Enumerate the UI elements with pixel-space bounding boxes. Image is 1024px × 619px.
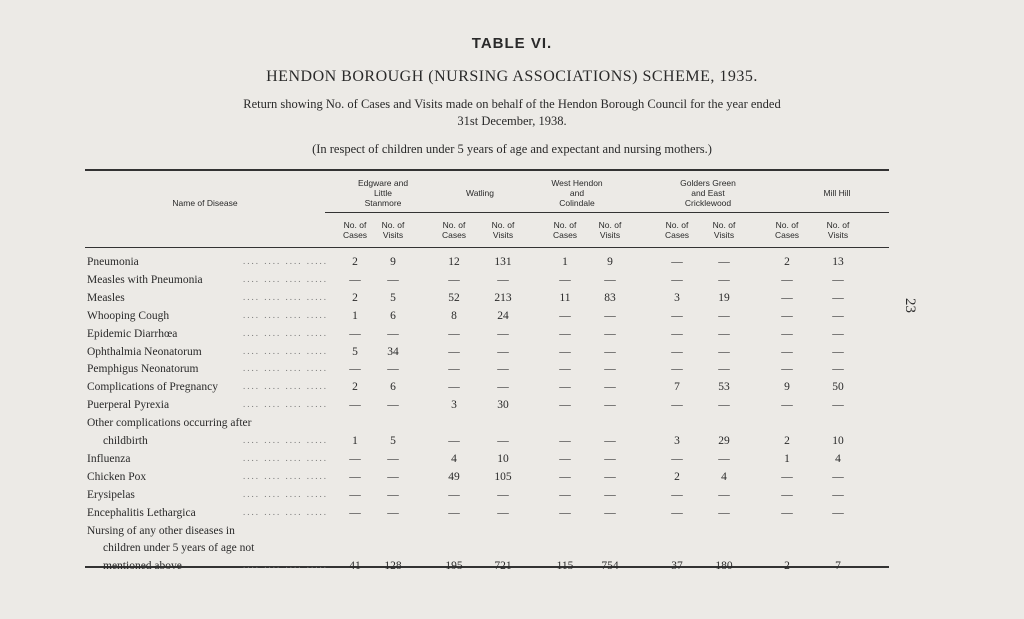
cases-cell: — bbox=[349, 363, 361, 376]
visits-cell: — bbox=[604, 381, 616, 394]
disease-name: Encephalitis Lethargica bbox=[87, 506, 196, 519]
visits-cell: — bbox=[604, 309, 616, 322]
cases-cell: 41 bbox=[349, 560, 361, 573]
visits-cell: 10 bbox=[497, 452, 509, 465]
table-row bbox=[85, 310, 889, 327]
visits-cell: 131 bbox=[494, 256, 512, 268]
table-row bbox=[85, 346, 889, 363]
visits-cell: — bbox=[604, 363, 616, 376]
visits-cell: 105 bbox=[494, 470, 512, 483]
cases-cell: — bbox=[671, 273, 683, 286]
visits-cell: — bbox=[387, 363, 399, 376]
cases-cell: — bbox=[559, 435, 571, 447]
table-row bbox=[85, 489, 889, 506]
visits-cell: — bbox=[604, 273, 616, 286]
sub-header-cases: No. of Cases bbox=[552, 220, 578, 240]
disease-name: Puerperal Pyrexia bbox=[87, 399, 170, 412]
table-label: TABLE VI. bbox=[471, 35, 553, 52]
cases-cell: — bbox=[448, 363, 460, 376]
visits-cell: 6 bbox=[390, 381, 396, 394]
visits-cell: 24 bbox=[497, 309, 509, 322]
cases-cell: — bbox=[781, 291, 793, 304]
cases-cell: 3 bbox=[451, 399, 457, 412]
visits-cell: — bbox=[387, 273, 399, 286]
visits-cell: — bbox=[718, 506, 730, 519]
sub-header-cases: No. of Cases bbox=[342, 220, 368, 240]
disease-name: Whooping Cough bbox=[87, 309, 170, 322]
visits-cell: 34 bbox=[387, 345, 399, 358]
leader-dots: .... .... .... ..... bbox=[243, 363, 328, 374]
disease-name: Epidemic Diarrhœa bbox=[87, 327, 178, 340]
disease-name: Other complications occurring after bbox=[87, 417, 252, 430]
header-bottom-rule bbox=[85, 247, 889, 248]
table-top-rule bbox=[85, 169, 889, 171]
page-number: 23 bbox=[902, 298, 918, 313]
visits-cell: — bbox=[718, 488, 730, 501]
cases-cell: 2 bbox=[352, 291, 358, 304]
visits-cell: 6 bbox=[390, 309, 396, 322]
cases-cell: 8 bbox=[451, 309, 457, 322]
sub-header-visits: No. of Visits bbox=[598, 220, 622, 240]
cases-cell: 3 bbox=[674, 291, 680, 304]
cases-cell: — bbox=[559, 363, 571, 376]
cases-cell: — bbox=[349, 327, 361, 340]
cases-cell: 5 bbox=[352, 345, 358, 358]
disease-name: Measles bbox=[87, 291, 125, 304]
leader-dots: .... .... .... ..... bbox=[243, 256, 328, 266]
table-row bbox=[85, 328, 889, 345]
cases-cell: 2 bbox=[784, 435, 790, 447]
visits-cell: — bbox=[497, 327, 509, 340]
disease-name: Measles with Pneumonia bbox=[87, 273, 203, 286]
cases-cell: — bbox=[448, 327, 460, 340]
leader-dots: .... .... .... ..... bbox=[243, 327, 328, 338]
page-heading: HENDON BOROUGH (NURSING ASSOCIATIONS) SCHEME, 1935. bbox=[266, 68, 758, 85]
visits-cell: 754 bbox=[601, 560, 619, 573]
cases-cell: — bbox=[559, 309, 571, 322]
visits-cell: 5 bbox=[390, 435, 396, 447]
cases-cell: 2 bbox=[352, 381, 358, 394]
cases-cell: — bbox=[781, 399, 793, 412]
cases-cell: — bbox=[349, 488, 361, 501]
cases-cell: 2 bbox=[784, 256, 790, 268]
cases-cell: — bbox=[559, 327, 571, 340]
cases-cell: — bbox=[349, 399, 361, 412]
cases-cell: 4 bbox=[451, 452, 457, 465]
cases-cell: 1 bbox=[352, 435, 358, 447]
visits-cell: — bbox=[387, 470, 399, 483]
sub-header-cases: No. of Cases bbox=[441, 220, 467, 240]
cases-cell: 195 bbox=[445, 560, 463, 573]
table-row bbox=[85, 453, 889, 470]
table-row bbox=[85, 471, 889, 488]
cases-cell: 11 bbox=[559, 291, 571, 304]
cases-cell: — bbox=[448, 345, 460, 358]
leader-dots: .... .... .... ..... bbox=[243, 560, 328, 571]
visits-cell: 7 bbox=[835, 560, 841, 573]
visits-cell: — bbox=[832, 345, 844, 358]
cases-cell: 37 bbox=[671, 560, 683, 573]
visits-cell: 180 bbox=[715, 560, 733, 573]
visits-cell: 9 bbox=[607, 256, 613, 268]
header-group-rule bbox=[325, 212, 889, 213]
table-row bbox=[85, 399, 889, 416]
cases-cell: — bbox=[781, 327, 793, 340]
visits-cell: 50 bbox=[832, 381, 844, 394]
visits-cell: 4 bbox=[721, 470, 727, 483]
leader-dots: .... .... .... ..... bbox=[243, 488, 328, 499]
visits-cell: 53 bbox=[718, 381, 730, 394]
visits-cell: 83 bbox=[604, 291, 616, 304]
leader-dots: .... .... .... ..... bbox=[243, 470, 328, 481]
disease-name: Pneumonia bbox=[87, 256, 139, 268]
table-row bbox=[85, 381, 889, 398]
visits-cell: — bbox=[604, 506, 616, 519]
visits-cell: — bbox=[832, 506, 844, 519]
table-row bbox=[85, 292, 889, 309]
table-row bbox=[85, 525, 889, 542]
cases-cell: — bbox=[781, 273, 793, 286]
visits-cell: — bbox=[497, 488, 509, 501]
visits-cell: — bbox=[497, 363, 509, 376]
visits-cell: — bbox=[832, 291, 844, 304]
leader-dots: .... .... .... ..... bbox=[243, 452, 328, 463]
visits-cell: — bbox=[718, 345, 730, 358]
cases-cell: — bbox=[349, 452, 361, 465]
cases-cell: — bbox=[559, 399, 571, 412]
visits-cell: — bbox=[604, 470, 616, 483]
visits-cell: — bbox=[497, 345, 509, 358]
visits-cell: — bbox=[497, 381, 509, 394]
visits-cell: 4 bbox=[835, 452, 841, 465]
column-group-mill-hill: Mill Hill bbox=[823, 188, 851, 198]
cases-cell: — bbox=[781, 506, 793, 519]
return-date: 31st December, 1938. bbox=[457, 114, 567, 128]
cases-cell: — bbox=[559, 381, 571, 394]
visits-cell: 213 bbox=[494, 291, 512, 304]
visits-cell: — bbox=[832, 470, 844, 483]
cases-cell: 52 bbox=[448, 291, 460, 304]
visits-cell: 30 bbox=[497, 399, 509, 412]
cases-cell: — bbox=[559, 452, 571, 465]
visits-cell: 5 bbox=[390, 291, 396, 304]
cases-cell: — bbox=[349, 470, 361, 483]
cases-cell: 1 bbox=[562, 256, 568, 268]
visits-cell: — bbox=[832, 363, 844, 376]
table-row bbox=[85, 274, 889, 291]
cases-cell: — bbox=[448, 506, 460, 519]
table-row bbox=[85, 560, 889, 577]
cases-cell: — bbox=[349, 273, 361, 286]
visits-cell: — bbox=[718, 399, 730, 412]
cases-cell: — bbox=[781, 309, 793, 322]
visits-cell: 10 bbox=[832, 435, 844, 447]
table-row bbox=[85, 256, 889, 273]
visits-cell: — bbox=[718, 309, 730, 322]
cases-cell: — bbox=[671, 363, 683, 376]
disease-name: children under 5 years of age not bbox=[103, 542, 255, 555]
visits-cell: — bbox=[832, 488, 844, 501]
table-row bbox=[85, 417, 889, 434]
disease-name: Chicken Pox bbox=[87, 470, 147, 483]
visits-cell: — bbox=[497, 435, 509, 447]
cases-cell: 2 bbox=[784, 560, 790, 573]
sub-header-cases: No. of Cases bbox=[664, 220, 690, 240]
cases-cell: 9 bbox=[784, 381, 790, 394]
column-group-golders-green: Golders Green and East Cricklewood bbox=[680, 178, 736, 208]
disease-name: childbirth bbox=[103, 435, 148, 447]
cases-cell: — bbox=[671, 327, 683, 340]
visits-cell: — bbox=[832, 399, 844, 412]
cases-cell: 2 bbox=[352, 256, 358, 268]
cases-cell: — bbox=[448, 273, 460, 286]
disease-name: Erysipelas bbox=[87, 488, 135, 501]
disease-name: Complications of Pregnancy bbox=[87, 381, 218, 394]
cases-cell: — bbox=[448, 488, 460, 501]
sub-header-visits: No. of Visits bbox=[381, 220, 405, 240]
visits-cell: — bbox=[718, 363, 730, 376]
cases-cell: — bbox=[781, 470, 793, 483]
leader-dots: .... .... .... ..... bbox=[243, 291, 328, 302]
cases-cell: 115 bbox=[556, 560, 574, 573]
leader-dots: .... .... .... ..... bbox=[243, 345, 328, 356]
disease-name: Ophthalmia Neonatorum bbox=[87, 345, 202, 358]
cases-cell: — bbox=[671, 488, 683, 501]
visits-cell: — bbox=[497, 506, 509, 519]
visits-cell: 29 bbox=[718, 435, 730, 447]
visits-cell: — bbox=[718, 452, 730, 465]
cases-cell: 12 bbox=[448, 256, 460, 268]
column-group-west-hendon: West Hendon and Colindale bbox=[551, 178, 603, 208]
cases-cell: — bbox=[781, 345, 793, 358]
cases-cell: — bbox=[671, 345, 683, 358]
cases-cell: — bbox=[448, 381, 460, 394]
cases-cell: — bbox=[559, 506, 571, 519]
cases-cell: — bbox=[671, 309, 683, 322]
cases-cell: — bbox=[781, 363, 793, 376]
cases-cell: — bbox=[559, 470, 571, 483]
column-header-name: Name of Disease bbox=[172, 198, 238, 208]
cases-cell: — bbox=[671, 452, 683, 465]
leader-dots: .... .... .... ..... bbox=[243, 273, 328, 284]
leader-dots: .... .... .... ..... bbox=[243, 506, 328, 517]
table-row bbox=[85, 507, 889, 524]
cases-cell: 2 bbox=[674, 470, 680, 483]
visits-cell: — bbox=[604, 435, 616, 447]
visits-cell: — bbox=[604, 345, 616, 358]
table-row bbox=[85, 435, 889, 452]
visits-cell: — bbox=[832, 273, 844, 286]
sub-header-visits: No. of Visits bbox=[491, 220, 515, 240]
visits-cell: — bbox=[832, 309, 844, 322]
table-row bbox=[85, 542, 889, 559]
visits-cell: 721 bbox=[494, 560, 512, 573]
cases-cell: 49 bbox=[448, 470, 460, 483]
disease-name: Influenza bbox=[87, 452, 131, 465]
cases-cell: — bbox=[671, 399, 683, 412]
visits-cell: 19 bbox=[718, 291, 730, 304]
visits-cell: — bbox=[832, 327, 844, 340]
disease-name: mentioned above bbox=[103, 560, 182, 573]
leader-dots: .... .... .... ..... bbox=[243, 309, 328, 320]
visits-cell: — bbox=[604, 452, 616, 465]
cases-cell: — bbox=[349, 506, 361, 519]
table-row bbox=[85, 363, 889, 380]
visits-cell: — bbox=[387, 327, 399, 340]
visits-cell: — bbox=[497, 273, 509, 286]
visits-cell: — bbox=[718, 273, 730, 286]
cases-cell: 1 bbox=[784, 452, 790, 465]
sub-header-cases: No. of Cases bbox=[774, 220, 800, 240]
visits-cell: 13 bbox=[832, 256, 844, 268]
column-group-edgware: Edgware and Little Stanmore bbox=[357, 178, 409, 208]
cases-cell: — bbox=[559, 345, 571, 358]
cases-cell: — bbox=[671, 506, 683, 519]
cases-cell: — bbox=[448, 435, 460, 447]
sub-header-visits: No. of Visits bbox=[712, 220, 736, 240]
disease-name: Pemphigus Neonatorum bbox=[87, 363, 199, 376]
sub-header-visits: No. of Visits bbox=[826, 220, 850, 240]
column-group-watling: Watling bbox=[465, 188, 495, 198]
visits-cell: — bbox=[718, 327, 730, 340]
scope-note: (In respect of children under 5 years of age and expectant and nursing mothers.) bbox=[312, 142, 712, 156]
leader-dots: .... .... .... ..... bbox=[243, 381, 328, 392]
visits-cell: — bbox=[718, 256, 730, 268]
return-description: Return showing No. of Cases and Visits made on behalf of the Hendon Borough Council for the year ended bbox=[243, 97, 781, 111]
cases-cell: 7 bbox=[674, 381, 680, 394]
visits-cell: 128 bbox=[384, 560, 402, 573]
leader-dots: .... .... .... ..... bbox=[243, 399, 328, 410]
visits-cell: — bbox=[604, 399, 616, 412]
visits-cell: — bbox=[387, 488, 399, 501]
visits-cell: — bbox=[387, 452, 399, 465]
cases-cell: 1 bbox=[352, 309, 358, 322]
cases-cell: — bbox=[559, 273, 571, 286]
cases-cell: 3 bbox=[674, 435, 680, 447]
cases-cell: — bbox=[559, 488, 571, 501]
visits-cell: 9 bbox=[390, 256, 396, 268]
visits-cell: — bbox=[604, 327, 616, 340]
visits-cell: — bbox=[387, 399, 399, 412]
cases-cell: — bbox=[671, 256, 683, 268]
visits-cell: — bbox=[387, 506, 399, 519]
leader-dots: .... .... .... ..... bbox=[243, 435, 328, 445]
cases-cell: — bbox=[781, 488, 793, 501]
disease-name: Nursing of any other diseases in bbox=[87, 524, 235, 537]
visits-cell: — bbox=[604, 488, 616, 501]
